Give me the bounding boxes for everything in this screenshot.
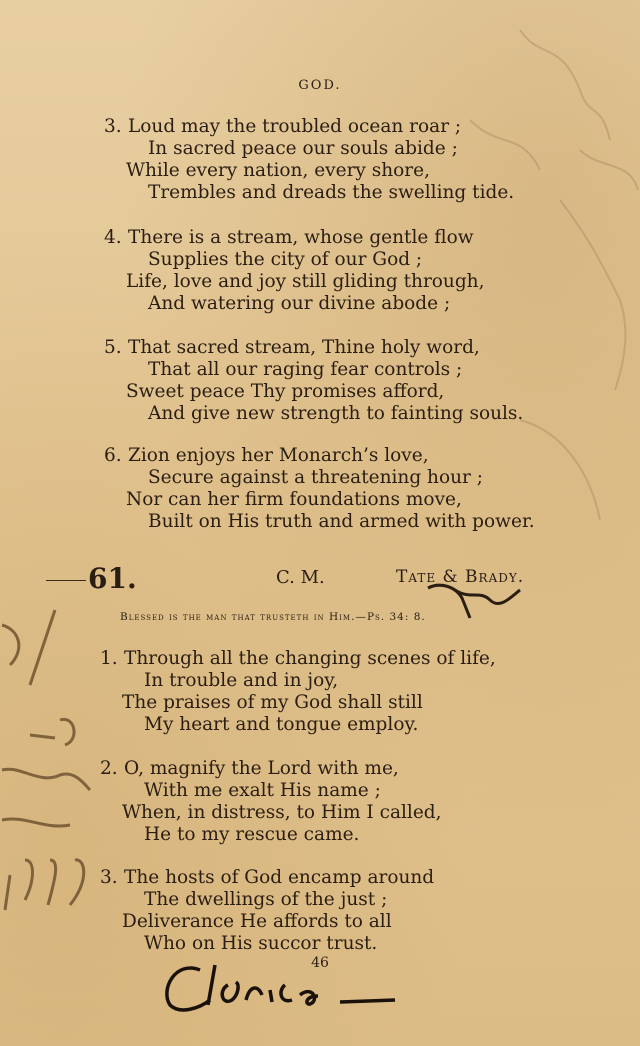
verse-line: The hosts of God encamp around [124,867,435,888]
hymn-number: 61. [88,562,137,595]
verse-line: The dwellings of the just ; [144,889,388,910]
verse-line: And give new strength to fainting souls. [148,403,524,424]
verse-line: He to my rescue came. [144,824,360,845]
hymn-stanza-3 [100,867,434,955]
verse-line: Supplies the city of our God ; [148,249,423,270]
verse-line: Deliverance He affords to all [122,911,392,932]
stanza-6 [104,445,535,533]
stanza-4 [104,227,484,315]
verse-line: When, in distress, to Him I called, [122,802,442,823]
verse-line: That all our raging fear controls ; [148,359,463,380]
author-annotation [428,585,520,618]
verse-line: Built on His truth and armed with power. [148,511,535,532]
scripture-reference: Blessed is the man that trusteth in Him.—Ps. 34: 8. [120,611,426,623]
page-number: 46 [311,955,329,971]
verse-line: While every nation, every shore, [126,160,430,181]
verse-line: Who on His succor trust. [144,933,378,954]
hymn-meter: C. M. [276,567,325,588]
hymn-author: Tate & Brady. [396,567,525,587]
verse-line: My heart and tongue employ. [144,714,419,735]
signature [167,965,395,1010]
verse-line: Secure against a threatening hour ; [148,467,483,488]
header-rule [46,580,86,581]
verse-line: Zion enjoys her Monarch’s love, [128,445,429,466]
verse-line: The praises of my God shall still [122,692,423,713]
verse-line: And watering our divine abode ; [148,293,451,314]
verse-line: O, magnify the Lord with me, [124,758,399,779]
verse-line: There is a stream, whose gentle flow [128,227,474,248]
verse-line: Loud may the troubled ocean roar ; [128,116,462,137]
verse-line: Trembles and dreads the swelling tide. [148,182,515,203]
verse-line: Sweet peace Thy promises afford, [126,381,445,402]
stanza-3 [104,116,514,204]
stanza-number: 6. [104,445,122,466]
verse-line: Life, love and joy still gliding through, [126,271,485,292]
verse-line: That sacred stream, Thine holy word, [128,337,480,358]
stanza-5 [104,337,523,425]
verse-line: Nor can her firm foundations move, [126,489,462,510]
verse-line: In trouble and in joy, [144,670,339,691]
verse-line: In sacred peace our souls abide ; [148,138,458,159]
hymn-stanza-2 [100,758,442,846]
running-head: GOD. [298,78,342,93]
stanza-number: 3. [104,116,122,137]
stanza-number: 4. [104,227,122,248]
stanza-number: 5. [104,337,122,358]
stanza-number: 2. [100,758,118,779]
hymn-stanza-1 [100,648,496,736]
left-margin-marks [2,610,90,910]
stanza-number: 3. [100,867,118,888]
verse-line: With me exalt His name ; [144,780,381,801]
stanza-number: 1. [100,648,118,669]
verse-line: Through all the changing scenes of life, [124,648,496,669]
